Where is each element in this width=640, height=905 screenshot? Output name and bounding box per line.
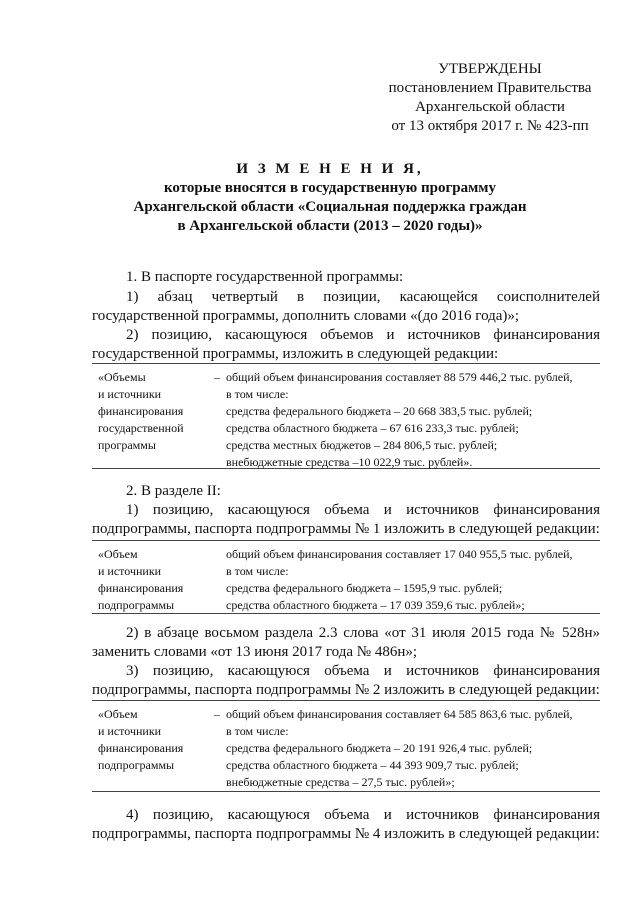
table1-left-line: «Объемы	[98, 370, 146, 384]
table2-right-line: общий объем финансирования составляет 17 040 955,5 тыс. рублей,	[226, 547, 573, 561]
table1-dash: –	[214, 370, 220, 384]
table3-left-line: финансирования	[98, 741, 184, 755]
table1-left-col	[98, 369, 208, 454]
sec2-item4-line1: 4) позицию, касающуюся объема и источников финансирования	[126, 807, 600, 823]
table3-right-col	[226, 706, 596, 791]
section-1-heading: 1. В паспорте государственной программы:	[126, 269, 404, 285]
table1-left-line: и источники	[98, 387, 162, 401]
sec1-item1-line1: 1) абзац четвертый в позиции, касающейся соисполнителей	[126, 289, 600, 305]
table3-left-line: и источники	[98, 724, 162, 738]
table3-right-line: в том числе:	[226, 724, 289, 738]
table1-left-line: программы	[98, 438, 156, 452]
table3-right-line: внебюджетные средства – 27,5 тыс. рублей»;	[226, 775, 455, 789]
table3-right-line: средства областного бюджета – 44 393 909,7 тыс. рублей;	[226, 758, 519, 772]
table2-right-col	[226, 546, 596, 614]
approved-by: постановлением Правительства	[388, 80, 592, 96]
sec2-item4-line2: подпрограммы, паспорта подпрограммы № 4 изложить в следующей редакции:	[92, 826, 600, 842]
section-2-heading: 2. В разделе II:	[126, 483, 221, 499]
sec2-item3-line1: 3) позицию, касающуюся объема и источников финансирования	[126, 663, 600, 679]
table2-left-line: финансирования	[98, 581, 184, 595]
table1-right-line: общий объем финансирования составляет 88 579 446,2 тыс. рублей,	[226, 370, 573, 384]
table1-right-line: средства федерального бюджета – 20 668 383,5 тыс. рублей;	[226, 404, 533, 418]
table3-right-line: общий объем финансирования составляет 64 585 863,6 тыс. рублей,	[226, 707, 573, 721]
title-line-3: Архангельской области «Социальная поддержка граждан	[133, 199, 527, 215]
table3-right-line: средства федерального бюджета – 20 191 926,4 тыс. рублей;	[226, 741, 533, 755]
table3-left-line: подпрограммы	[98, 758, 175, 772]
table1-right-line: средства местных бюджетов – 284 806,5 тыс. рублей;	[226, 438, 498, 452]
sec2-item2-line1: 2) в абзаце восьмом раздела 2.3 слова «от 31 июля 2015 года № 528н»	[126, 625, 600, 641]
table3-left-col	[98, 706, 208, 774]
table3-left-line: «Объем	[98, 707, 138, 721]
table2-right-line: в том числе:	[226, 564, 289, 578]
table2-left-line: подпрограммы	[98, 598, 175, 612]
title-line-2: которые вносятся в государственную программу	[163, 180, 497, 196]
title-line-4: в Архангельской области (2013 – 2020 годы)»	[177, 218, 483, 234]
title-changes: И З М Е Н Е Н И Я,	[236, 161, 424, 177]
table3-dash: –	[214, 707, 220, 721]
approved-word: УТВЕРЖДЕНЫ	[438, 61, 542, 77]
sec2-item2-line2: заменить словами «от 13 июня 2017 года № 486н»;	[92, 644, 418, 660]
table1-left-line: государственной	[98, 421, 184, 435]
sec1-item2-line1: 2) позицию, касающуюся объемов и источников финансирования	[126, 327, 600, 343]
table2-right-line: средства федерального бюджета – 1595,9 тыс. рублей;	[226, 581, 503, 595]
table1-right-line: средства областного бюджета – 67 616 233,3 тыс. рублей;	[226, 421, 519, 435]
approved-date: от 13 октября 2017 г. № 423-пп	[391, 118, 589, 134]
table2-left-line: и источники	[98, 564, 162, 578]
table1-left-line: финансирования	[98, 404, 184, 418]
table1-right-col	[226, 369, 596, 471]
approval-stamp	[380, 60, 600, 136]
sec1-item1-line2: государственной программы, дополнить словами «(до 2016 года)»;	[92, 308, 520, 324]
approved-region: Архангельской области	[415, 99, 565, 115]
table2-left-col	[98, 546, 208, 614]
document-title	[60, 160, 600, 236]
funding-table-3	[92, 700, 600, 792]
sec2-item1-line1: 1) позицию, касающуюся объема и источников финансирования	[126, 502, 600, 518]
funding-table-2	[92, 540, 600, 614]
sec2-item1-line2: подпрограммы, паспорта подпрограммы № 1 изложить в следующей редакции:	[92, 521, 600, 537]
funding-table-1	[92, 363, 600, 469]
table1-right-line: в том числе:	[226, 387, 289, 401]
sec1-item2-line2: государственной программы, изложить в следующей редакции:	[92, 346, 499, 362]
table2-left-line: «Объем	[98, 547, 138, 561]
sec2-item3-line2: подпрограммы, паспорта подпрограммы № 2 изложить в следующей редакции:	[92, 682, 600, 698]
table1-right-line: внебюджетные средства –10 022,9 тыс. рублей».	[226, 455, 473, 469]
table2-right-line: средства областного бюджета – 17 039 359,6 тыс. рублей»;	[226, 598, 525, 612]
